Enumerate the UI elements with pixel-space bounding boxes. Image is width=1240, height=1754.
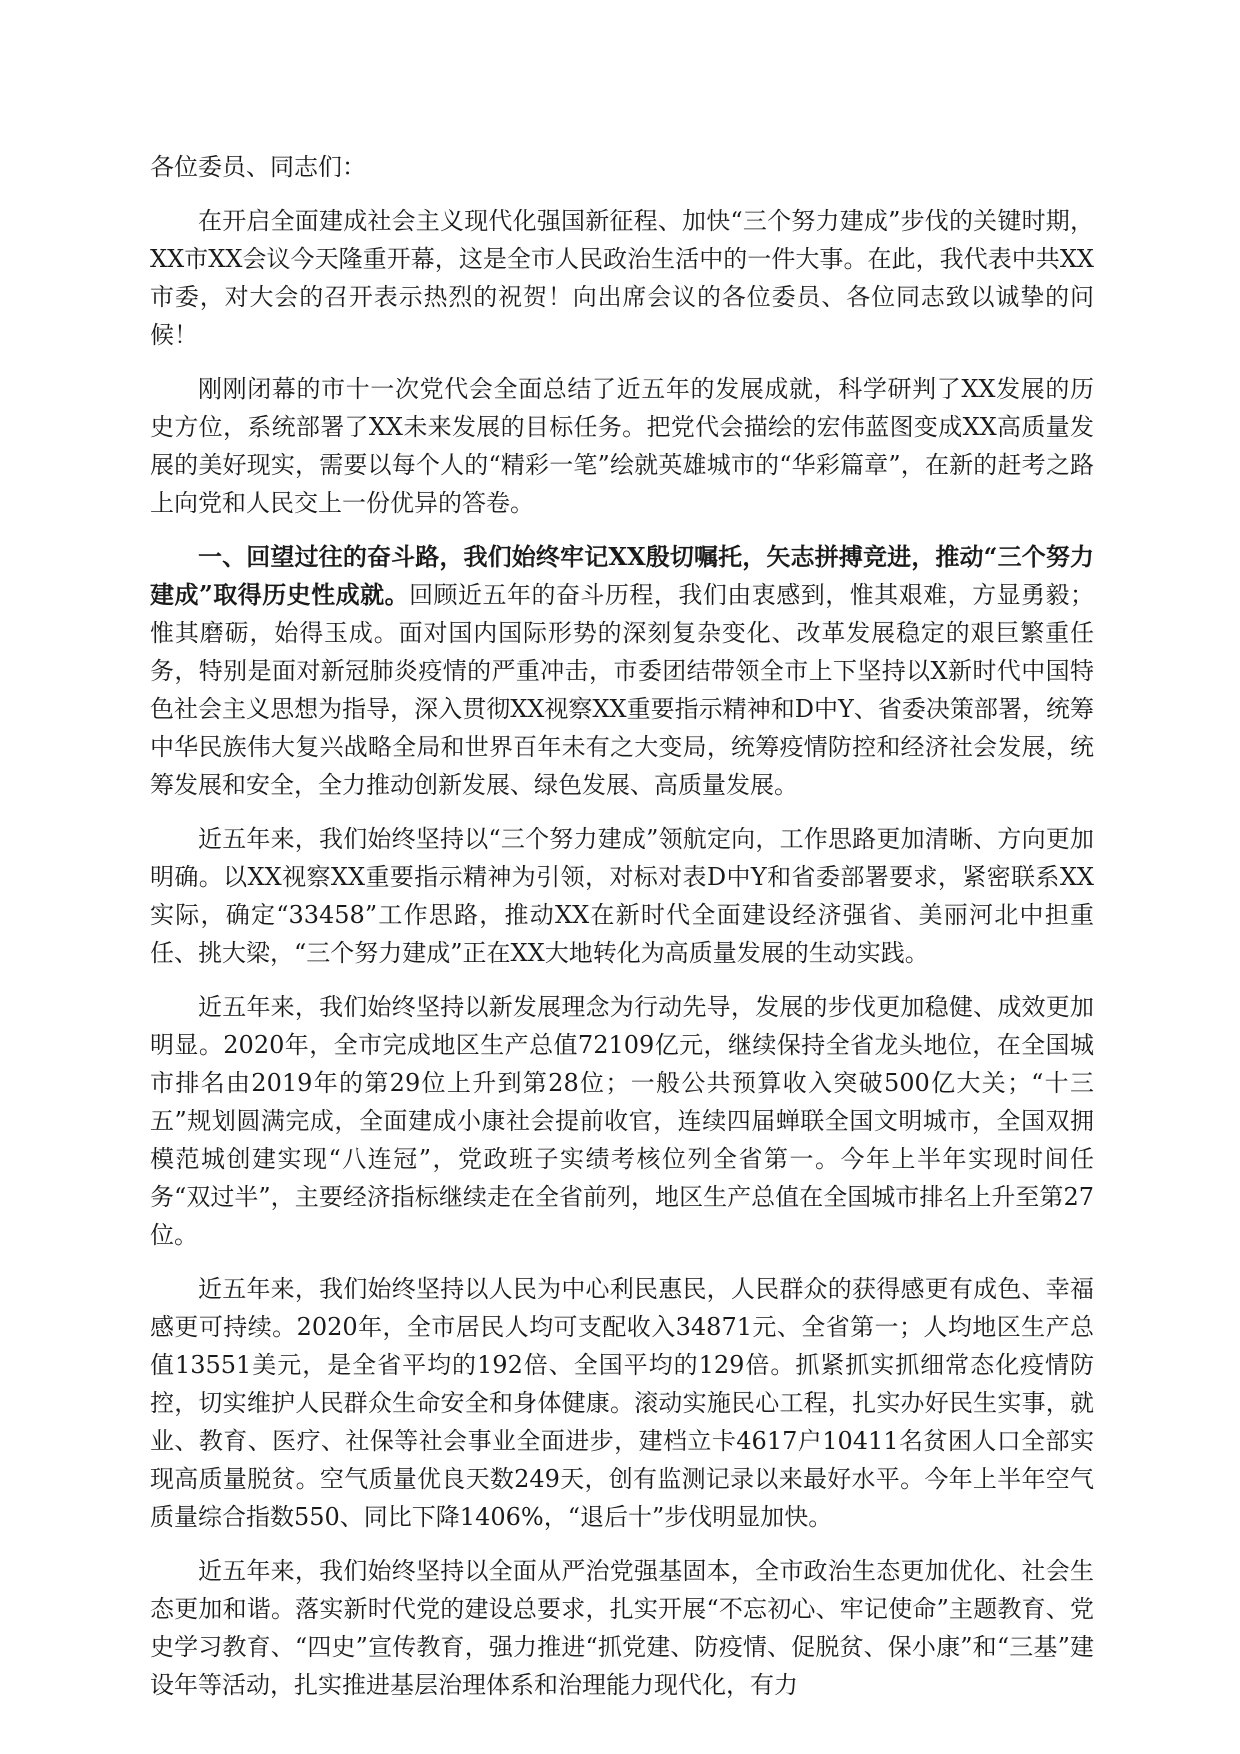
paragraph-text: 近五年来，我们始终坚持以“三个努力建成”领航定向，工作思路更加清晰、方向更加明确。以XX视察XX重要指示精神为引领，对标对表D中Y和省委部署要求，紧密联系XX实际，确定“33458”工作思路，推动XX在新时代全面建设经济强省、美丽河北中担重任、挑大梁，“三个努力建成”正在XX大地转化为高质量发展的生动实践。 [150,825,1094,967]
document-body [150,148,1094,1720]
paragraph-opening [150,202,1094,354]
greeting: 各位委员、同志们： [150,153,366,181]
paragraph-text: 回顾近五年的奋斗历程，我们由衷感到，惟其艰难，方显勇毅；惟其磨砺，始得玉成。面对国内国际形势的深刻复杂变化、改革发展稳定的艰巨繁重任务，特别是面对新冠肺炎疫情的严重冲击，市委团结带领全市上下坚持以X新时代中国特色社会主义思想为指导，深入贯彻XX视察XX重要指示精神和D中Y、省委决策部署，统筹中华民族伟大复兴战略全局和世界百年未有之大变局，统筹疫情防控和经济社会发展，统筹发展和安全，全力推动创新发展、绿色发展、高质量发展。 [150,581,1094,799]
paragraph-party-building [150,1552,1094,1704]
paragraph-development [150,988,1094,1254]
paragraph-text: 刚刚闭幕的市十一次党代会全面总结了近五年的发展成就，科学研判了XX发展的历史方位，系统部署了XX未来发展的目标任务。把党代会描绘的宏伟蓝图变成XX高质量发展的美好现实，需要以每个人的“精彩一笔”绘就英雄城市的“华彩篇章”，在新的赶考之路上向党和人民交上一份优异的答卷。 [150,375,1094,517]
paragraph-text: 在开启全面建成社会主义现代化强国新征程、加快“三个努力建成”步伐的关键时期，XX市XX会议今天隆重开幕，这是全市人民政治生活中的一件大事。在此，我代表中共XX市委，对大会的召开表示热烈的祝贺！向出席会议的各位委员、各位同志致以诚挚的问候！ [150,207,1094,349]
paragraph-livelihood [150,1270,1094,1536]
section-heading: 一、回望过往的奋斗路，我们始终牢记XX殷切嘱托，矢志拼搏竞进，推动“三个努力建成”取得历史性成就。 [150,542,1094,609]
paragraph-party-congress [150,370,1094,522]
paragraph-text: 近五年来，我们始终坚持以新发展理念为行动先导，发展的步伐更加稳健、成效更加明显。2020年，全市完成地区生产总值72109亿元，继续保持全省龙头地位，在全国城市排名由2019年的第29位上升到第28位；一般公共预算收入突破500亿大关；“十三五”规划圆满完成，全面建成小康社会提前收官，连续四届蝉联全国文明城市，全国双拥模范城创建实现“八连冠”，党政班子实绩考核位列全省第一。今年上半年实现时间任务“双过半”，主要经济指标继续走在全省前列，地区生产总值在全国城市排名上升至第27位。 [150,993,1094,1249]
paragraph-text: 近五年来，我们始终坚持以全面从严治党强基固本，全市政治生态更加优化、社会生态更加和谐。落实新时代党的建设总要求，扎实开展“不忘初心、牢记使命”主题教育、党史学习教育、“四史”宣传教育，强力推进“抓党建、防疫情、促脱贫、保小康”和“三基”建设年等活动，扎实推进基层治理体系和治理能力现代化，有力 [150,1557,1094,1699]
paragraph-section-one [150,538,1094,804]
paragraph-direction [150,820,1094,972]
paragraph-text: 近五年来，我们始终坚持以人民为中心利民惠民，人民群众的获得感更有成色、幸福感更可持续。2020年，全市居民人均可支配收入34871元、全省第一；人均地区生产总值13551美元，是全省平均的192倍、全国平均的129倍。抓紧抓实抓细常态化疫情防控，切实维护人民群众生命安全和身体健康。滚动实施民心工程，扎实办好民生实事，就业、教育、医疗、社保等社会事业全面进步，建档立卡4617户10411名贫困人口全部实现高质量脱贫。空气质量优良天数249天，创有监测记录以来最好水平。今年上半年空气质量综合指数550、同比下降1406%，“退后十”步伐明显加快。 [150,1275,1094,1531]
